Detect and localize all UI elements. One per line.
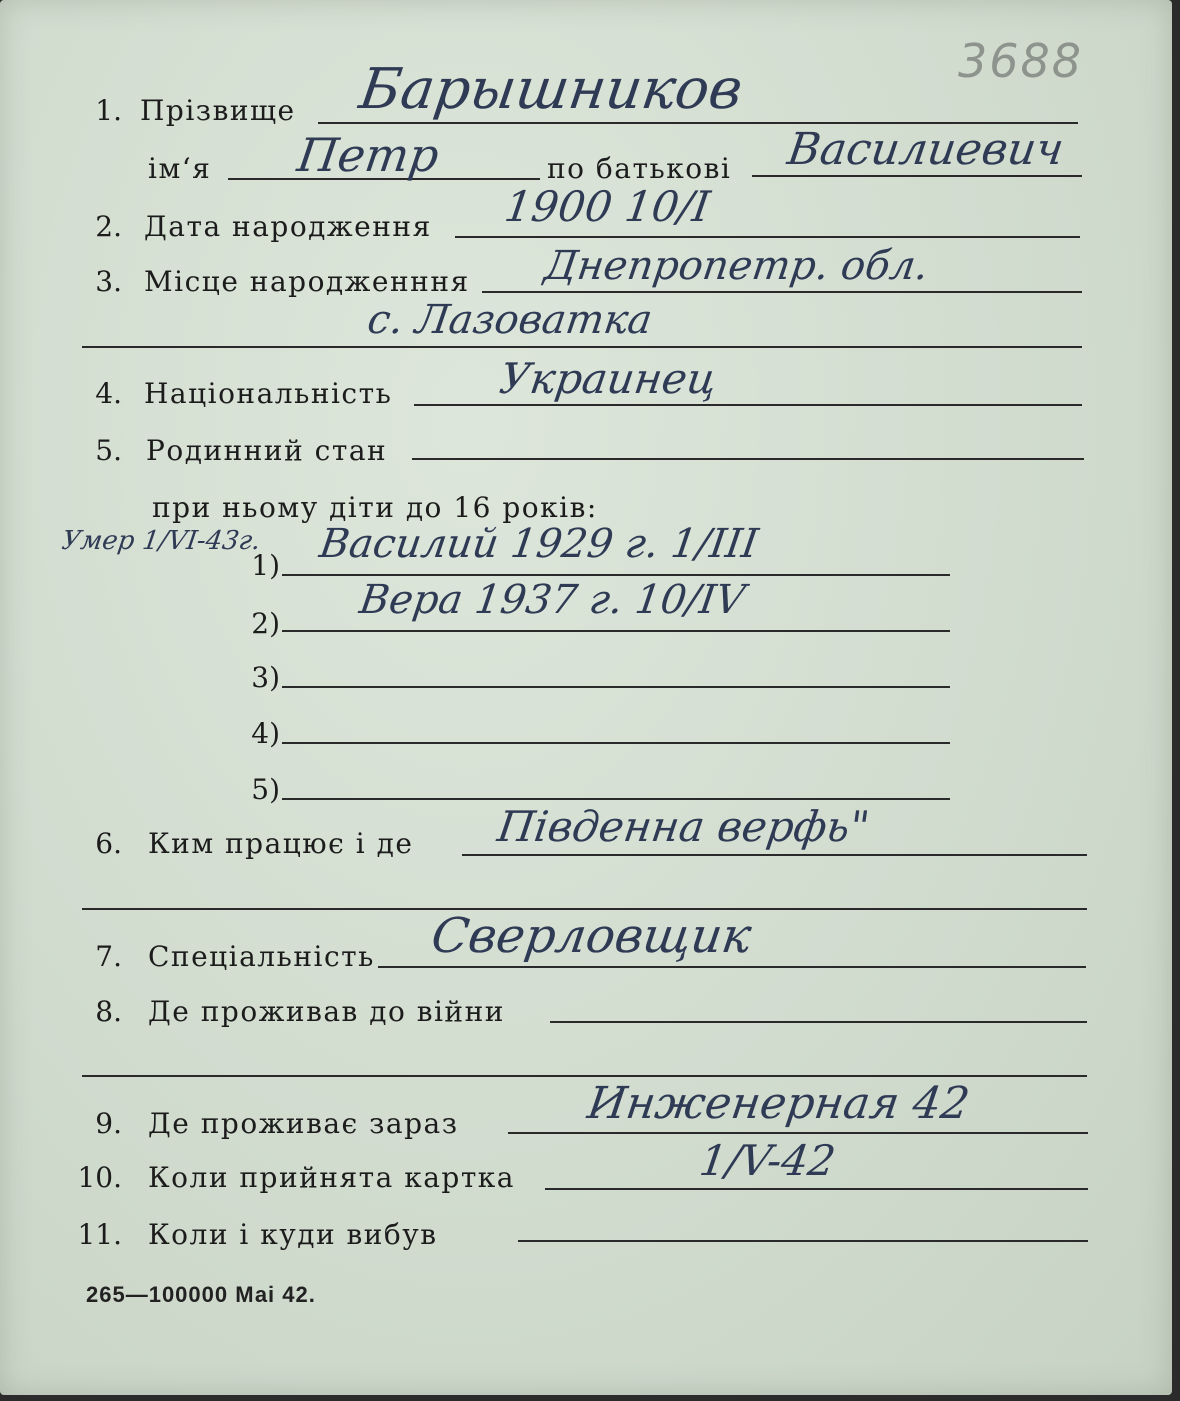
children-label: при ньому діти до 16 років: bbox=[152, 491, 598, 524]
card-date-line bbox=[545, 1188, 1088, 1190]
patronymic-value: Василиевич bbox=[784, 124, 1067, 175]
birth-date-line bbox=[455, 236, 1080, 238]
birth-date-label: Дата народження bbox=[144, 210, 432, 243]
field-10-number: 10. bbox=[77, 1161, 122, 1194]
child-2-line bbox=[282, 630, 950, 632]
field-3-number: 3. bbox=[95, 265, 122, 298]
marital-status-line bbox=[412, 458, 1084, 460]
prewar-residence-line bbox=[550, 1021, 1087, 1023]
birth-date-value: 1900 10/I bbox=[501, 182, 713, 231]
card-date-label: Коли прийнята картка bbox=[148, 1161, 515, 1194]
child-1-number: 1) bbox=[251, 549, 280, 582]
birth-place-value-2: с. Лазоватка bbox=[364, 297, 655, 343]
field-2-number: 2. bbox=[95, 210, 122, 243]
first-name-value: Петр bbox=[294, 128, 443, 182]
child-1-value: Василий 1929 г. 1/III bbox=[316, 521, 761, 567]
print-run-footer: 265—100000 Маі 42. bbox=[86, 1282, 316, 1307]
nationality-value: Украинец bbox=[496, 354, 720, 403]
field-5-number: 5. bbox=[95, 434, 122, 467]
field-8-number: 8. bbox=[95, 995, 122, 1028]
field-4-number: 4. bbox=[95, 377, 122, 410]
birth-place-value-1: Днепропетр. обл. bbox=[541, 243, 932, 289]
child-4-line bbox=[282, 742, 950, 744]
workplace-value: Південна верфь" bbox=[494, 802, 873, 851]
specialty-line bbox=[378, 966, 1086, 968]
departure-label: Коли і куди вибув bbox=[148, 1218, 438, 1251]
nationality-line bbox=[414, 404, 1082, 406]
current-residence-value: Инженерная 42 bbox=[584, 1078, 973, 1129]
surname-label: Прізвище bbox=[140, 94, 296, 127]
child-1-line bbox=[282, 574, 950, 576]
field-1-number: 1. bbox=[95, 94, 122, 127]
card-date-value: 1/V-42 bbox=[696, 1136, 839, 1185]
marital-status-label: Родинний стан bbox=[146, 434, 388, 467]
nationality-label: Національність bbox=[144, 377, 393, 410]
child-3-line bbox=[282, 686, 950, 688]
current-residence-label: Де проживає зараз bbox=[148, 1107, 459, 1140]
child-5-line bbox=[282, 798, 950, 800]
field-11-number: 11. bbox=[77, 1218, 122, 1251]
patronymic-line bbox=[752, 175, 1082, 177]
child-2-value: Вера 1937 г. 10/IV bbox=[356, 577, 748, 623]
child-2-number: 2) bbox=[251, 607, 280, 640]
workplace-label: Ким працює і де bbox=[148, 827, 414, 860]
archive-number: 3688 bbox=[958, 34, 1084, 88]
birth-place-line bbox=[482, 291, 1082, 293]
workplace-line bbox=[462, 854, 1087, 856]
prewar-residence-label: Де проживав до війни bbox=[148, 995, 505, 1028]
prewar-residence-line-2 bbox=[82, 1075, 1087, 1077]
child-3-number: 3) bbox=[251, 661, 280, 694]
specialty-value: Сверловщик bbox=[428, 908, 755, 964]
child-5-number: 5) bbox=[251, 773, 280, 806]
surname-value: Барышников bbox=[355, 57, 747, 122]
patronymic-label: по батькові bbox=[547, 152, 732, 185]
birth-place-label: Місце народженння bbox=[144, 265, 470, 298]
field-6-number: 6. bbox=[95, 827, 122, 860]
child-4-number: 4) bbox=[251, 717, 280, 750]
field-9-number: 9. bbox=[95, 1107, 122, 1140]
birth-place-line-2 bbox=[82, 346, 1082, 348]
field-7-number: 7. bbox=[95, 940, 122, 973]
departure-line bbox=[518, 1240, 1088, 1242]
first-name-label: ім‘я bbox=[148, 152, 212, 185]
specialty-label: Спеціальність bbox=[148, 940, 375, 973]
child-death-note: Умер 1/VI-43г. bbox=[59, 526, 263, 556]
current-residence-line bbox=[508, 1132, 1088, 1134]
